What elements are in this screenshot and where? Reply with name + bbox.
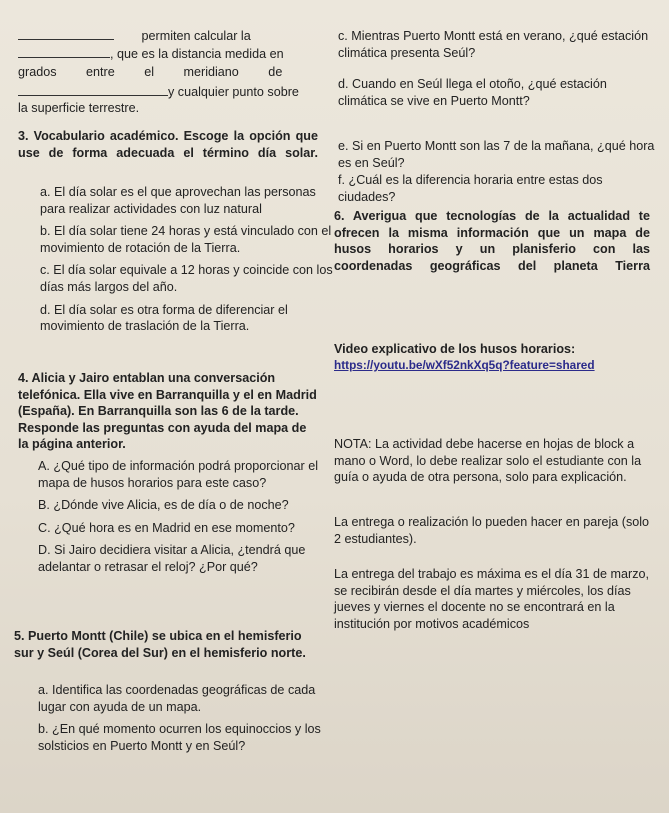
fill-line-2 [18, 46, 284, 63]
text-line: permiten calcular la [141, 29, 251, 43]
q3-option-a[interactable]: a. El día solar es el que aprovechan las personas para realizar actividades con luz natural [40, 185, 316, 216]
question-6: 6. Averigua que tecnologías de la actualidad te ofrecen la misma información que un mapa de husos horarios y un planisferio con las coordenadas geográficas del planeta Tierra [334, 209, 650, 273]
text-line: la superficie terrestre. [18, 101, 140, 115]
q3-option-b[interactable]: b. El día solar tiene 24 horas y está vinculado con el movimiento de rotación de la Tierra. [40, 224, 332, 255]
entrega-text: La entrega o realización lo pueden hacer en pareja (solo 2 estudiantes). [334, 515, 650, 546]
q5-item-d: d. Cuando en Seúl llega el otoño, ¿qué estación climática se vive en Puerto Montt? [338, 77, 607, 108]
video-section [334, 341, 650, 373]
q4-item-b: B. ¿Dónde vive Alicia, es de día o de noche? [38, 498, 289, 513]
answer-blank[interactable] [18, 57, 110, 58]
question-4-title: 4. Alicia y Jairo entablan una conversación telefónica. Ella vive en Barranquilla y el en Madrid (España). En Barranquilla son las 6 de la tarde. Responde las preguntas con ayuda del mapa de la página anterior. [18, 371, 317, 452]
question-5-title: 5. Puerto Montt (Chile) se ubica en el hemisferio sur y Seúl (Corea del Sur) en el hemisferio norte. [14, 629, 306, 660]
question-3-title: 3. Vocabulario académico. Escoge la opción que use de forma adecuada el término día solar. [18, 129, 318, 160]
answer-blank[interactable] [18, 39, 114, 40]
q5-item-c: c. Mientras Puerto Montt está en verano, ¿qué estación climática presenta Seúl? [338, 29, 649, 60]
q4-item-c: C. ¿Qué hora es en Madrid en ese momento? [38, 520, 295, 535]
fill-line-1 [18, 28, 251, 45]
fecha-text: La entrega del trabajo es máxima es el día 31 de marzo, se recibirán desde el día martes y miércoles, los días jueves y viernes el docente no se encontrará en la institución por motivos académicos [334, 567, 650, 631]
text-line: grados entre el meridiano de [18, 65, 283, 79]
q4-item-a: A. ¿Qué tipo de información podrá proporcionar el mapa de husos horarios para este caso? [38, 459, 319, 490]
q4-item-d: D. Si Jairo decidiera visitar a Alicia, ¿tendrá que adelantar o retrasar el reloj? ¿Por qué? [38, 543, 306, 575]
q5-item-e: e. Si en Puerto Montt son las 7 de la mañana, ¿qué hora es en Seúl? [338, 139, 655, 170]
q5-item-b: b. ¿En qué momento ocurren los equinoccios y los solsticios en Puerto Montt y en Seúl? [38, 722, 321, 753]
q3-options [18, 184, 340, 335]
text-line: , que es la distancia medida en [110, 47, 284, 61]
nota-text: NOTA: La actividad debe hacerse en hojas de block a mano o Word, lo debe realizar solo el estudiante con la guía o ayuda de otra persona, solo para explicación. [334, 437, 642, 485]
q3-option-c[interactable]: c. El día solar equivale a 12 horas y coincide con los días más largos del año. [40, 263, 333, 295]
answer-blank[interactable] [18, 95, 168, 96]
fill-line-3 [18, 84, 299, 101]
video-link[interactable]: https://youtu.be/wXf52nkXq5q?feature=shared [334, 357, 595, 372]
q5-item-f: f. ¿Cuál es la diferencia horaria entre estas dos ciudades? [338, 173, 603, 204]
q5-items [18, 682, 338, 754]
q4-items [18, 458, 338, 576]
q3-option-d[interactable]: d. El día solar es otra forma de diferenciar el movimiento de traslación de la Tierra. [40, 302, 288, 334]
video-title: Video explicativo de los husos horarios: [334, 342, 576, 356]
text-line: y cualquier punto sobre [168, 85, 299, 99]
q5-item-a: a. Identifica las coordenadas geográficas de cada lugar con ayuda de un mapa. [38, 683, 316, 714]
